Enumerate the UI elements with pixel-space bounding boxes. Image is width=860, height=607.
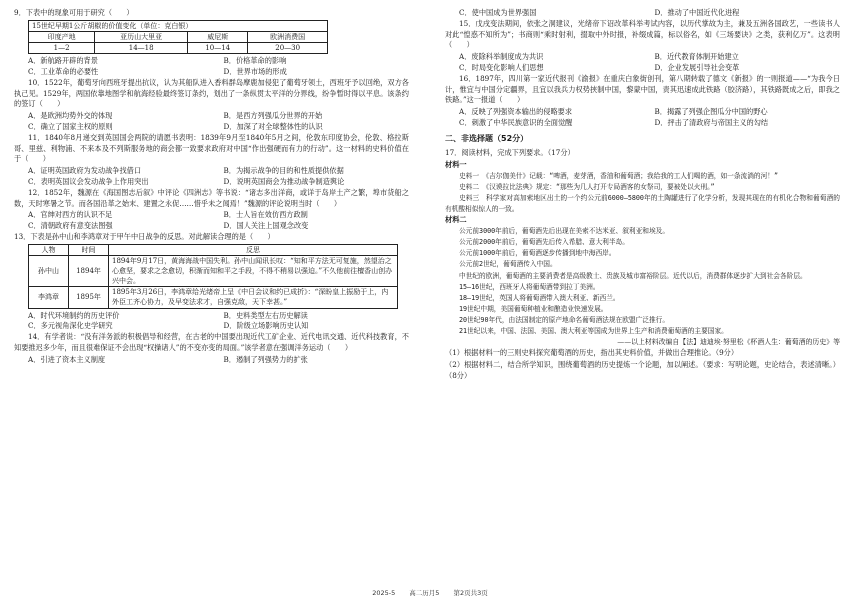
option-a: A．废除科举制度成为共识	[459, 52, 544, 62]
option-a: A．反映了列强资本输出的侵略要求	[459, 107, 573, 117]
options	[14, 355, 409, 366]
option-c: C．多元视角深化史学研究	[28, 321, 113, 331]
left-column	[14, 8, 409, 366]
option-d: D．推动了中国近代化进程	[654, 8, 740, 17]
option-a: A．是欧洲均势外交的体现	[28, 111, 113, 121]
option-d: D．抨击了清政府与帝国主义的勾结	[654, 117, 769, 127]
option-b: B．史料类型左右历史解读	[223, 310, 308, 320]
option-a: A．新航路开辟的背景	[28, 56, 98, 66]
question-17	[445, 148, 840, 382]
material-source: ——以上材料改编自【法】迪迪埃·努里松《杯酒人生：葡萄酒的历史》等	[617, 337, 840, 346]
question-stem: 17．阅读材料，完成下列要求。（17分）	[445, 147, 575, 157]
material-1-source-3: 史料三 科学家对高加索地区出土的一个约公元前6000—5800年的土陶罐进行了化学分析，发现其现在的有机化合物和葡萄酒的有机酸相似惊人的一致。	[445, 194, 840, 213]
material-1-title: 材料一	[445, 159, 467, 169]
table-cell: 孙中山	[29, 255, 69, 286]
table-header: 威尼斯	[188, 31, 248, 42]
reflection-table	[28, 244, 398, 309]
question-stem: 15．戊戌变法期间，依张之洞建议，光绪帝下诏改革科举考试内容，以历代掌故为主，兼及五洲各国政艺，一些读书人对此“惶惑不知所为”；书商则“乘时射利，掇取中外时报，补缀成篇，标以俗名，如《三场要诀》之类，获利亿万”。这表明（ ）	[445, 18, 840, 50]
table-cell: 李鸿章	[29, 287, 69, 308]
table-cell: 1895年	[69, 287, 109, 308]
material-2-title: 材料二	[445, 214, 467, 224]
material-2-line: 公元前2000年前后，葡萄酒先后传入希腊、意大利半岛。	[459, 238, 629, 247]
option-b: B．为揭示战争的目的和性质提供依据	[223, 166, 344, 176]
table-cell: 20—30	[248, 43, 328, 54]
question-9	[14, 8, 409, 78]
material-2-line: 21世纪以来，中国、法国、美国、澳大利亚等国成为世界上生产和消费葡萄酒的主要国家。	[459, 326, 728, 335]
table-cell: 1894年	[69, 255, 109, 286]
question-11	[14, 133, 409, 188]
option-b: B．价格革命的影响	[223, 56, 287, 66]
question-14-options-cont	[445, 8, 840, 19]
table-row	[29, 255, 398, 286]
option-a: A．时代环境制约的历史评价	[28, 310, 120, 320]
option-b: B．是西方列强瓜分世界的开始	[223, 111, 323, 121]
question-15	[445, 19, 840, 74]
material-2-line: 公元前1000年前后，葡萄酒逐步传播到地中海西岸。	[459, 249, 616, 258]
material-2-line: 公元前3000年前后，葡萄酒先后出现在美索不达米亚、叙利亚和埃及。	[459, 227, 670, 236]
material-2-line: 公元前2世纪，葡萄酒传入中国。	[459, 260, 557, 269]
table-header: 印度产地	[29, 31, 95, 42]
table-cell: 1—2	[29, 43, 95, 54]
table-header: 反思	[109, 244, 398, 255]
table-header: 时间	[69, 244, 109, 255]
material-1-source-1: 史料一 《吉尔伽美什》记载：“啤酒，麦芽酒，香油和葡萄酒；我给我的工人们喝的酒，如一条流淌的河！”	[459, 172, 779, 181]
option-d: D．说明英国商会为推动战争制造舆论	[223, 176, 345, 186]
table-header: 人物	[29, 244, 69, 255]
option-c: C．清朝政府有意变法图强	[28, 221, 113, 231]
material-2-line: 20世纪90年代，由法国制定的原产地命名葡萄酒法规在欧盟广泛推行。	[459, 315, 670, 324]
question-12	[14, 188, 409, 232]
option-c: C．刺激了中华民族意识的全面觉醒	[459, 117, 573, 127]
options	[14, 56, 409, 78]
option-d: D．阶级立场影响历史认知	[223, 321, 309, 331]
option-b: B．遏制了列强势力的扩张	[223, 354, 308, 364]
material-2-line: 18—19世纪，英国人将葡萄酒带入澳大利亚、新西兰。	[459, 293, 620, 302]
table-header: 欧洲消费国	[248, 31, 328, 42]
option-d: D．国人关注上国观念改变	[223, 221, 309, 231]
table-title: 15世纪早期1公斤胡椒的价值变化（单位：克白银）	[29, 20, 328, 31]
options	[14, 311, 409, 333]
material-2-line: 19世纪中期，美国葡萄种植业和酿造业快速发展。	[459, 304, 608, 313]
option-c: C．工业革命的必要性	[28, 67, 99, 77]
option-a: A．引进了资本主义制度	[28, 354, 106, 364]
page-footer	[0, 589, 860, 599]
question-stem: 12．1852年，魏源在《海国图志后叙》中评论《四洲志》等书说：“诸志多出洋商，或详于岛岸土产之繁，埠市货船之数，天时寒暑之节。而各国沿革之始末、建置之永促……惜乎未之闻焉！”魏源的评论说明当时（ ）	[14, 187, 409, 208]
footer-page-number: 第2页共3页	[453, 589, 488, 598]
material-2-line: 15—16世纪，西班牙人将葡萄酒带到拉丁美洲。	[459, 282, 600, 291]
question-16	[445, 74, 840, 129]
table-cell: 14—18	[95, 43, 188, 54]
option-c: C．确立了国家主权的原则	[28, 122, 113, 131]
question-14	[14, 332, 409, 365]
table-cell: 1895年3月26日，李鸿章给光绪帝上呈《中日会议和约已成折》：“深盼皇上振励于上，内外臣工齐心协力，及早变法求才，自强克敌，天下幸甚。”	[109, 287, 398, 308]
requirement-2: （2）根据材料二，结合所学知识，围绕葡萄酒的历史提炼一个论题，加以阐述。（要求：写明论题，史论结合，表述清晰。）（8分）	[445, 359, 840, 380]
question-stem: 11．1840年8月递交到英国国会两院的请愿书表明：1839年9月至1840年5月之间，伦敦东印度协会，伦敦、格拉斯哥、里兹、利物浦、不来本及不列斯服务地的商会都一致要求政府对中国“作出强硬而有力的行动”。这一材料的史料价值在于（ ）	[14, 132, 409, 164]
table-cell: 1894年9月17日，黄海海战中国失利。孙中山闻讯长叹：“知和平方法无可复施，然望治之心愈坚，要求之念愈切，积渐而知和平之手段，不得不稍易以强迫。”不久他前往檀香山创办兴中会。	[109, 255, 398, 286]
options	[445, 52, 840, 74]
option-b: B．揭露了列强企图瓜分中国的野心	[654, 107, 768, 117]
price-table	[28, 20, 328, 54]
question-stem: 9．下表中的现象可用于研究（ ）	[14, 8, 134, 17]
question-stem: 14．有学者说：“没有洋务派的积极倡导和经营，在古老的中国要出现近代工矿企业、近代电讯交通、近代科技教育，不知要推迟多少年，而且很难保证不会出现“权操诸人”的不变亦变的局面。”该学者意在强调洋务运动（ ）	[14, 332, 409, 352]
table-row	[29, 287, 398, 308]
option-b: B．士人旨在效仿西方政制	[223, 210, 308, 220]
footer-exam: 高二历月5	[409, 589, 440, 598]
question-stem: 10．1522年，葡萄牙向西班牙提出抗议，认为其船队进入香料群岛摩鹿加侵犯了葡萄牙领土，西班牙予以回绝，双方各执己见。1529年，两国依靠地图学和航海经验最终签订条约，划出了一条纵贯太平洋的分界线，纷争暂时得以平息。该条约的签订（ ）	[14, 77, 409, 109]
option-c: C．时局变化影响人们思想	[459, 62, 544, 72]
option-c: C．表明英国议会发动战争上作用突出	[28, 176, 149, 186]
options	[14, 111, 409, 133]
question-13	[14, 232, 409, 332]
option-d: D．企业发展引导社会变革	[654, 62, 740, 72]
option-c: C．使中国成为世界强国	[459, 8, 537, 17]
option-b: B．近代教育体制开始建立	[654, 52, 739, 62]
option-a: A．官绅对西方的认识不足	[28, 210, 113, 220]
option-d: D．世界市场的形成	[223, 67, 287, 77]
table-header: 亚历山大里亚	[95, 31, 188, 42]
question-stem: 16．1897年，四川第一家近代报刊《渝报》在重庆白象街创刊，第八期转载了德文《新报》的一则报道——“为我今日计，惟宜与中国分定疆界，且宜以我兵力权势挟制中国，黎蒙中国，责其迅速成此铁路（胶济路），其铁路既成之后，即我之铁路。”这一报道（ ）	[445, 73, 840, 105]
right-column	[445, 8, 840, 383]
footer-date: 2025-5	[372, 589, 396, 598]
material-1-source-2: 史料二 《汉谟拉比法典》规定：“那些为几人打开专局酒客的女祭司，要被处以火刑。”	[459, 183, 715, 192]
requirement-1: （1）根据材料一的三则史料探究葡萄酒的历史，指出其史料价值，并做出合理推论。（9分）	[445, 348, 739, 358]
options	[14, 166, 409, 188]
options	[445, 107, 840, 129]
question-stem: 13．下表是孙中山和李鸿章对于甲午中日战争的反思。对此解读合理的是（ ）	[14, 231, 275, 241]
material-2-line: 中世纪的欧洲，葡萄酒的主要消费者是高级教士、贵族及城市富裕阶层。近代以后，消费群体逐步扩大到社会各阶层。	[459, 271, 807, 280]
option-a: A．证明英国政府为发动战争找借口	[28, 166, 142, 176]
question-10	[14, 78, 409, 133]
table-cell: 10—14	[188, 43, 248, 54]
section-heading: 二、非选择题（52分）	[445, 133, 529, 143]
option-d: D．加深了对全球整体性的认识	[223, 122, 323, 131]
options	[14, 210, 409, 232]
